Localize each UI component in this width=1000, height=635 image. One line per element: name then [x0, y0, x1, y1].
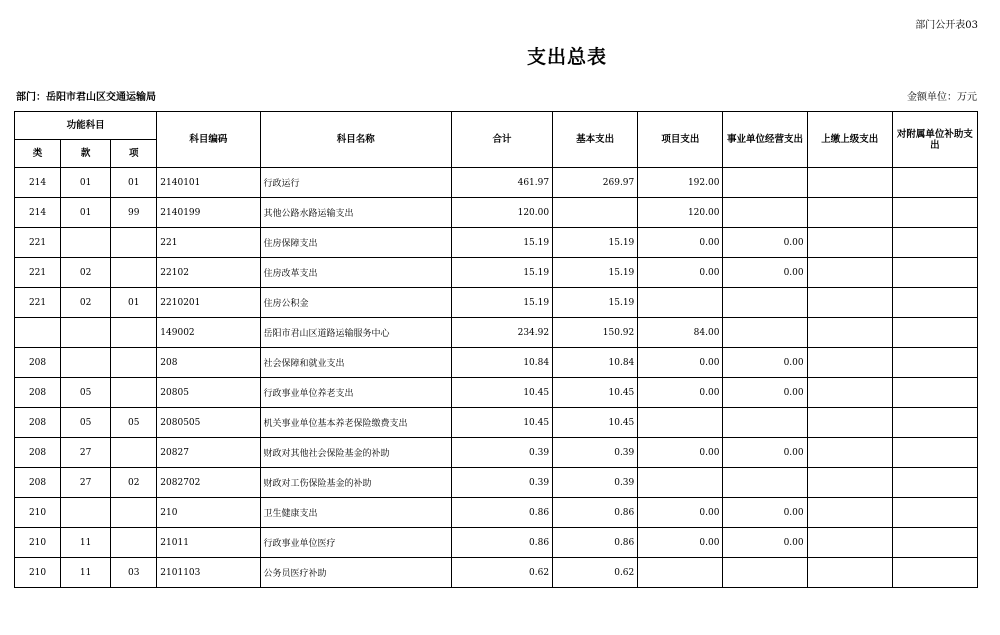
- cell-upper: [807, 168, 892, 198]
- header-total: 合计: [451, 112, 552, 168]
- cell-total: 15.19: [451, 288, 552, 318]
- cell-total: 0.39: [451, 438, 552, 468]
- cell-project: 0.00: [638, 378, 723, 408]
- cell-basic: 0.62: [553, 558, 638, 588]
- table-row: [15, 228, 978, 258]
- cell-total: 15.19: [451, 258, 552, 288]
- cell-upper: [807, 468, 892, 498]
- cell-business: 0.00: [723, 228, 807, 258]
- cell-upper: [807, 558, 892, 588]
- cell-xiang: [111, 528, 157, 558]
- cell-project: 84.00: [638, 318, 723, 348]
- cell-total: 120.00: [451, 198, 552, 228]
- cell-kuan: 05: [61, 378, 111, 408]
- cell-kuan: 05: [61, 408, 111, 438]
- header-subject-code: 科目编码: [157, 112, 260, 168]
- cell-code: 21011: [157, 528, 260, 558]
- cell-upper: [807, 438, 892, 468]
- cell-business: 0.00: [723, 438, 807, 468]
- cell-lei: 210: [15, 528, 61, 558]
- cell-lei: 210: [15, 558, 61, 588]
- cell-basic: 15.19: [553, 258, 638, 288]
- amount-unit-label: 金额单位：万元: [907, 92, 977, 103]
- header-xiang: 项: [111, 140, 157, 168]
- cell-business: 0.00: [723, 258, 807, 288]
- cell-name: 岳阳市君山区道路运输服务中心: [260, 318, 451, 348]
- cell-subsidy: [892, 528, 977, 558]
- cell-project: 0.00: [638, 438, 723, 468]
- cell-code: 2080505: [157, 408, 260, 438]
- cell-upper: [807, 498, 892, 528]
- cell-subsidy: [892, 438, 977, 468]
- cell-lei: 221: [15, 258, 61, 288]
- expenditure-summary-table: [14, 111, 978, 588]
- cell-basic: 269.97: [553, 168, 638, 198]
- document-code: 部门公开表03: [915, 20, 978, 31]
- cell-upper: [807, 318, 892, 348]
- table-row: [15, 378, 978, 408]
- cell-lei: 214: [15, 168, 61, 198]
- cell-kuan: 27: [61, 468, 111, 498]
- table-row: [15, 168, 978, 198]
- cell-business: 0.00: [723, 378, 807, 408]
- cell-project: 192.00: [638, 168, 723, 198]
- cell-kuan: [61, 228, 111, 258]
- cell-code: 221: [157, 228, 260, 258]
- cell-subsidy: [892, 378, 977, 408]
- cell-name: 住房改革支出: [260, 258, 451, 288]
- cell-basic: 0.86: [553, 498, 638, 528]
- cell-code: 2082702: [157, 468, 260, 498]
- cell-total: 0.62: [451, 558, 552, 588]
- cell-business: [723, 198, 807, 228]
- table-row: [15, 288, 978, 318]
- cell-name: 住房公积金: [260, 288, 451, 318]
- cell-name: 卫生健康支出: [260, 498, 451, 528]
- cell-subsidy: [892, 258, 977, 288]
- cell-subsidy: [892, 468, 977, 498]
- cell-kuan: 01: [61, 198, 111, 228]
- cell-total: 0.86: [451, 498, 552, 528]
- cell-xiang: 01: [111, 168, 157, 198]
- cell-subsidy: [892, 198, 977, 228]
- cell-business: 0.00: [723, 498, 807, 528]
- cell-business: [723, 168, 807, 198]
- cell-project: 0.00: [638, 498, 723, 528]
- cell-upper: [807, 198, 892, 228]
- cell-name: 行政事业单位养老支出: [260, 378, 451, 408]
- cell-lei: 208: [15, 438, 61, 468]
- cell-upper: [807, 408, 892, 438]
- cell-xiang: 02: [111, 468, 157, 498]
- cell-subsidy: [892, 498, 977, 528]
- department-label: 部门：岳阳市君山区交通运输局: [16, 92, 156, 103]
- header-subject-name: 科目名称: [260, 112, 451, 168]
- header-function-subject: 功能科目: [15, 112, 157, 140]
- cell-xiang: 03: [111, 558, 157, 588]
- header-kuan: 款: [61, 140, 111, 168]
- cell-basic: [553, 198, 638, 228]
- cell-name: 行政运行: [260, 168, 451, 198]
- cell-basic: 15.19: [553, 228, 638, 258]
- cell-total: 10.45: [451, 378, 552, 408]
- cell-basic: 15.19: [553, 288, 638, 318]
- cell-upper: [807, 258, 892, 288]
- header-upper-payment: 上缴上级支出: [807, 112, 892, 168]
- cell-code: 2140101: [157, 168, 260, 198]
- cell-lei: 221: [15, 288, 61, 318]
- cell-subsidy: [892, 318, 977, 348]
- cell-upper: [807, 228, 892, 258]
- header-project-expenditure: 项目支出: [638, 112, 723, 168]
- header-subsidiary-subsidy: 对附属单位补助支出: [892, 112, 977, 168]
- cell-lei: 210: [15, 498, 61, 528]
- cell-code: 208: [157, 348, 260, 378]
- cell-xiang: [111, 378, 157, 408]
- cell-code: 2210201: [157, 288, 260, 318]
- cell-subsidy: [892, 228, 977, 258]
- cell-basic: 0.86: [553, 528, 638, 558]
- cell-total: 0.86: [451, 528, 552, 558]
- header-lei: 类: [15, 140, 61, 168]
- cell-basic: 10.45: [553, 378, 638, 408]
- page-title: 支出总表: [526, 46, 607, 68]
- cell-kuan: [61, 498, 111, 528]
- cell-subsidy: [892, 408, 977, 438]
- cell-total: 10.45: [451, 408, 552, 438]
- cell-subsidy: [892, 168, 977, 198]
- cell-project: 0.00: [638, 528, 723, 558]
- cell-basic: 0.39: [553, 468, 638, 498]
- cell-name: 行政事业单位医疗: [260, 528, 451, 558]
- cell-business: [723, 558, 807, 588]
- cell-xiang: 99: [111, 198, 157, 228]
- table-row: [15, 558, 978, 588]
- cell-name: 公务员医疗补助: [260, 558, 451, 588]
- cell-kuan: 02: [61, 288, 111, 318]
- cell-xiang: 05: [111, 408, 157, 438]
- cell-project: [638, 408, 723, 438]
- cell-total: 0.39: [451, 468, 552, 498]
- cell-name: 财政对其他社会保险基金的补助: [260, 438, 451, 468]
- table-row: [15, 438, 978, 468]
- table-body: [15, 168, 978, 588]
- cell-basic: 10.84: [553, 348, 638, 378]
- cell-basic: 150.92: [553, 318, 638, 348]
- cell-subsidy: [892, 558, 977, 588]
- cell-xiang: [111, 348, 157, 378]
- cell-total: 234.92: [451, 318, 552, 348]
- cell-business: [723, 318, 807, 348]
- cell-business: [723, 288, 807, 318]
- cell-upper: [807, 288, 892, 318]
- table-row: [15, 408, 978, 438]
- cell-project: [638, 468, 723, 498]
- cell-business: 0.00: [723, 348, 807, 378]
- cell-code: 2140199: [157, 198, 260, 228]
- cell-kuan: [61, 348, 111, 378]
- table-row: [15, 258, 978, 288]
- cell-total: 461.97: [451, 168, 552, 198]
- header-business-expenditure: 事业单位经营支出: [723, 112, 807, 168]
- cell-lei: 214: [15, 198, 61, 228]
- cell-code: 20805: [157, 378, 260, 408]
- cell-name: 财政对工伤保险基金的补助: [260, 468, 451, 498]
- cell-name: 其他公路水路运输支出: [260, 198, 451, 228]
- table-row: [15, 348, 978, 378]
- cell-kuan: 01: [61, 168, 111, 198]
- cell-name: 社会保障和就业支出: [260, 348, 451, 378]
- cell-kuan: 27: [61, 438, 111, 468]
- cell-xiang: [111, 258, 157, 288]
- table-row: [15, 198, 978, 228]
- cell-code: 210: [157, 498, 260, 528]
- cell-code: 22102: [157, 258, 260, 288]
- cell-code: 149002: [157, 318, 260, 348]
- cell-basic: 0.39: [553, 438, 638, 468]
- header-basic-expenditure: 基本支出: [553, 112, 638, 168]
- cell-lei: 221: [15, 228, 61, 258]
- cell-upper: [807, 528, 892, 558]
- cell-lei: 208: [15, 408, 61, 438]
- cell-project: [638, 558, 723, 588]
- cell-name: 机关事业单位基本养老保险缴费支出: [260, 408, 451, 438]
- cell-name: 住房保障支出: [260, 228, 451, 258]
- cell-kuan: 02: [61, 258, 111, 288]
- cell-xiang: [111, 228, 157, 258]
- cell-upper: [807, 348, 892, 378]
- cell-project: 0.00: [638, 348, 723, 378]
- cell-lei: 208: [15, 468, 61, 498]
- cell-xiang: 01: [111, 288, 157, 318]
- cell-total: 15.19: [451, 228, 552, 258]
- cell-business: [723, 408, 807, 438]
- cell-xiang: [111, 438, 157, 468]
- cell-lei: 208: [15, 378, 61, 408]
- cell-lei: [15, 318, 61, 348]
- cell-xiang: [111, 318, 157, 348]
- table-row: [15, 528, 978, 558]
- cell-project: 0.00: [638, 258, 723, 288]
- table-row: [15, 468, 978, 498]
- table-row: [15, 498, 978, 528]
- cell-basic: 10.45: [553, 408, 638, 438]
- cell-business: 0.00: [723, 528, 807, 558]
- cell-project: 120.00: [638, 198, 723, 228]
- table-row: [15, 318, 978, 348]
- cell-subsidy: [892, 348, 977, 378]
- cell-kuan: 11: [61, 528, 111, 558]
- cell-xiang: [111, 498, 157, 528]
- cell-project: 0.00: [638, 228, 723, 258]
- cell-total: 10.84: [451, 348, 552, 378]
- cell-upper: [807, 378, 892, 408]
- cell-kuan: 11: [61, 558, 111, 588]
- cell-subsidy: [892, 288, 977, 318]
- cell-code: 20827: [157, 438, 260, 468]
- cell-code: 2101103: [157, 558, 260, 588]
- cell-kuan: [61, 318, 111, 348]
- cell-project: [638, 288, 723, 318]
- cell-business: [723, 468, 807, 498]
- cell-lei: 208: [15, 348, 61, 378]
